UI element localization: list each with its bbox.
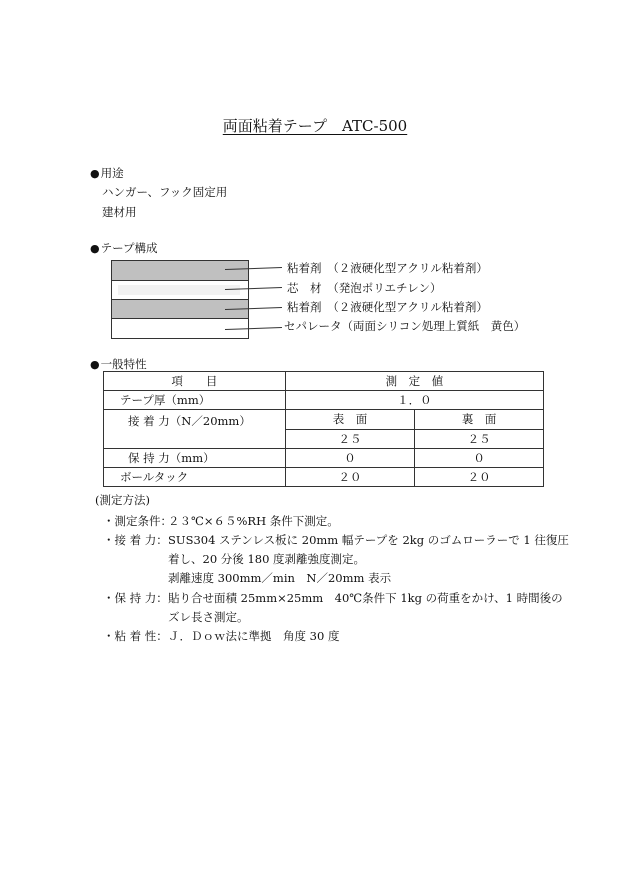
layer-core bbox=[111, 280, 249, 300]
table-header-row bbox=[104, 372, 544, 391]
usage-item: 建材用 bbox=[102, 205, 137, 219]
properties-heading: ● 一般特性 bbox=[90, 356, 147, 372]
row-label: 保 持 力（mm） bbox=[104, 448, 286, 467]
header-item: 項 目 bbox=[104, 372, 286, 391]
method-heading: (測定方法) bbox=[95, 493, 150, 507]
layer-adhesive-top bbox=[111, 260, 249, 281]
row-value-front: ０ bbox=[285, 448, 415, 467]
title-text: 両面粘着テープ ATC-500 bbox=[222, 117, 408, 135]
table-row bbox=[104, 448, 544, 467]
row-label: ボールタック bbox=[104, 467, 286, 486]
row-value-back: ２０ bbox=[415, 467, 544, 486]
usage-item: ハンガー、フック固定用 bbox=[102, 185, 228, 199]
usage-heading: ● 用途 bbox=[90, 165, 124, 181]
row-value-front: ２０ bbox=[285, 467, 415, 486]
header-measure: 測 定 値 bbox=[285, 372, 543, 391]
table-row bbox=[104, 467, 544, 486]
table-row bbox=[104, 410, 544, 429]
structure-heading: ● テープ構成 bbox=[90, 240, 158, 256]
subheader-back: 裏 面 bbox=[415, 410, 544, 429]
row-value-back: ２５ bbox=[415, 429, 544, 448]
row-value-back: ０ bbox=[415, 448, 544, 467]
method-text: Ｊ．Ｄｏｗ法に準拠 角度 30 度 bbox=[168, 629, 340, 643]
properties-table bbox=[103, 371, 544, 487]
method-text: SUS304 ステンレス板に 20mm 幅テープを 2kg のゴムローラーで 1 往復圧 bbox=[168, 533, 569, 547]
page-title bbox=[0, 115, 630, 136]
row-value: １．０ bbox=[285, 391, 543, 410]
layer-label: 芯 材 （発泡ポリエチレン） bbox=[287, 281, 442, 295]
method-text: ズレ長さ測定。 bbox=[168, 610, 249, 624]
row-label: テープ厚（mm） bbox=[104, 391, 286, 410]
layer-label: 粘着剤 （２液硬化型アクリル粘着剤） bbox=[287, 300, 488, 314]
method-label: ・保 持 力： bbox=[103, 591, 168, 605]
method-label: ・粘 着 性： bbox=[103, 629, 168, 643]
method-label: ・測定条件： bbox=[103, 514, 172, 528]
row-label: 接 着 力（N／20mm） bbox=[104, 410, 286, 448]
method-text: ２３℃×６５%RH 条件下測定。 bbox=[168, 514, 339, 528]
method-text: 剥離速度 300mm／min N／20mm 表示 bbox=[168, 571, 392, 585]
row-value-front: ２５ bbox=[285, 429, 415, 448]
subheader-front: 表 面 bbox=[285, 410, 415, 429]
method-text: 貼り合せ面積 25mm×25mm 40℃条件下 1kg の荷重をかけ、1 時間後の bbox=[168, 591, 563, 605]
method-text: 着し、20 分後 180 度剥離強度測定。 bbox=[168, 552, 366, 566]
method-label: ・接 着 力： bbox=[103, 533, 168, 547]
layer-label: セパレータ（両面シリコン処理上質紙 黄色） bbox=[284, 319, 526, 333]
layer-label: 粘着剤 （２液硬化型アクリル粘着剤） bbox=[287, 261, 488, 275]
table-row bbox=[104, 391, 544, 410]
